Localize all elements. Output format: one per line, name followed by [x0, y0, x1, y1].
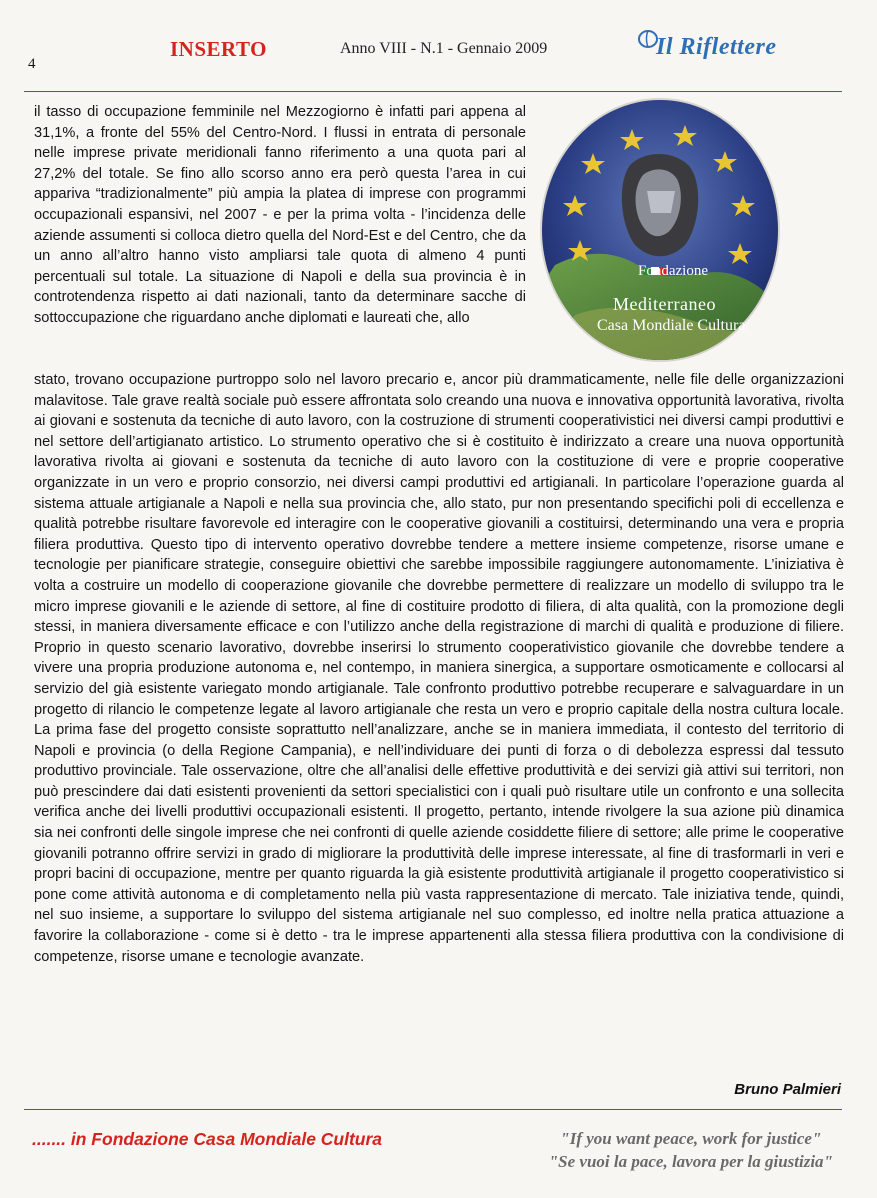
page-number: 4 [28, 56, 36, 72]
footer-organization: ....... in Fondazione Casa Mondiale Cultura [32, 1129, 383, 1149]
footer-quote [549, 1127, 833, 1173]
article-paragraph-full: stato, trovano occupazione purtroppo solo nel lavoro precario e, ancor più drammaticamente, nelle file delle organizzazioni malavitose. Tale grave realtà sociale può essere affrontata solo creando una nuova e innovativa opportunità lavorativa, rivolta ai giovani e sostenuta da tecniche di auto lavoro, con la costruzione di strumenti cooperativistici nei diversi campi produttivi e nel settore dell’artigianato artistico. Lo strumento operativo che si è costituito è indirizzato a creare una nuova opportunità lavorativa rivolta ai giovani e sostenuta da tecniche di auto lavoro con la costituzione di vere e proprie cooperative organizzate in un vero e proprio consorzio, nei diversi campi produttivi ed artigianali. In particolare l’operazione guarda al sistema attuale artigianale a Napoli e nella sua provincia che, allo stato, pur non presentando specifichi poli di eccellenza e qualità potrebbe risultare favorevole ed interagire con le cooperative giovanili a costituirsi, determinando una vera e propria filiera produttiva. Questo tipo di intervento operativo dovrebbe tendere a mettere insieme competenze, risorse umane e tecnologie per pianificare strategie, conseguire obiettivi che sarebbe impossibile raggiungere autonomamente. L’iniziativa è volta a costruire un modello di cooperazione giovanile che dovrebbe permettere di realizzare un modello di sviluppo tra le micro imprese giovanili e le aziende di settore, al fine di costituire prodotto di filiera, di alta qualità, con la promozione degli stessi, in maniera diversamente efficace e con l’utilizzo anche della registrazione di marchi di qualità e produzione di filiere. Proprio in questo scenario lavorativo, dovrebbe inserirsi lo strumento cooperativistico giovanile che dovrebbe tendere a vivere una propria produzione autonoma e, nel contempo, in maniera sinergica, a supportare osmoticamente e collocarsi al servizio del già esistente variegato mondo artigianale. Tale confronto produttivo potrebbe recuperare e salvaguardare in un progetto di rilancio le competenze legate al lavoro artigianale che resta un vero e proprio capitale della nostra cultura locale. La prima fase del progetto consiste soprattutto nell’analizzare, anche se in maniera immediata, il contesto del territorio di Napoli e provincia (o della Regione Campania), e nell’individuare dei punti di forza o di debolezza espressi dal tessuto produttivo provinciale. Tale osservazione, oltre che all’analisi delle effettive produttività e dei servizi già attivi sui territori, non può prescindere dai dati esistenti provenienti da settori specialistici con i quali può risultare utile un confronto e una sollecita verifica anche dei livelli produttivi occupazionali esistenti. Il progetto, pertanto, intende rivolgere la sua azione più dinamica sia nei confronti delle singole imprese che nei confronti di quelle aziende cosiddette filiere di settore; alle prime le cooperative giovanili potranno offrire servizi in grado di migliorare la produttività delle imprese interessate, al fine di trasformarli in veri e propri bacini di occupazione, mentre per quanto riguarda la già esistente produttività artigianale il progetto cooperativistico si pone come attività autonoma e di completamento nella più vasta rappresentazione di mercato. Tale iniziativa tende, quindi, nel suo insieme, a supportare lo sviluppo del sistema artigianale nel suo complesso, ed inoltre nella pratica attuazione a favorire la collaborazione - come si è detto - tra le imprese appartenenti alla stessa filiera produttiva con la condivisione di competenze, risorse umane e tecnologie avanzate. [34, 372, 844, 965]
article-paragraph-wrapped: il tasso di occupazione femminile nel Mezzogiorno è infatti pari appena al 31,1%, a fronte del 55% del Centro-Nord. I flussi in entrata di personale nelle imprese private meridionali fanno riferimento a una quota pari al 27,2% del totale. Se fino allo scorso anno era però questa l’area in cui appariva “tradizionalmente” più ampia la platea di imprese con programmi occupazionali espansivi, nel 2007 - e per la prima volta - l’incidenza delle aziende assumenti si colloca dietro quella del Nord-Est e del Centro, che da un anno all’altro hanno visto ampliarsi tale quota di almeno 4 punti percentuali sul totale. La situazione di Napoli e della sua provincia è in controtendenza rispetto ai dati nazionali, tanto da determinare sacche di sottoccupazione che riguardano anche diplomati e laureati che, allo [34, 104, 526, 326]
emblem-text-casa-mondiale: Casa Mondiale Cultura [597, 317, 746, 334]
masthead-title: Il Riflettere [656, 34, 777, 60]
section-label: INSERTO [170, 37, 267, 61]
issue-info: Anno VIII - N.1 - Gennaio 2009 [340, 40, 548, 57]
article-author: Bruno Palmieri [734, 1081, 841, 1098]
emblem-text-mediterraneo: Mediterraneo [613, 294, 716, 314]
masthead [636, 28, 836, 68]
foundation-emblem [535, 95, 785, 365]
quote-italian: "Se vuoi la pace, lavora per la giustizia" [548, 1152, 833, 1171]
quote-english: "If you want peace, work for justice" [560, 1129, 822, 1148]
emblem-text-fondazione: Fondazione [638, 263, 708, 279]
header-divider [24, 91, 842, 92]
footer-divider [24, 1109, 842, 1110]
